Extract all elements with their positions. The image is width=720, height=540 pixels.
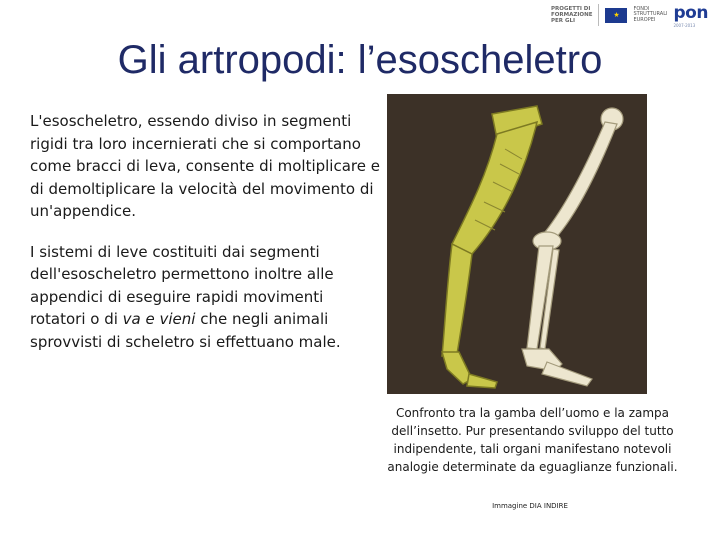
- paragraph-2: I sistemi di leve costituiti dai segmenti dell'esoscheletro permettono inoltre alle appendici di eseguire rapidi movimenti rotatori o di va e vieni che negli animali sprovvisti di scheletro si effettuano male.: [30, 242, 341, 351]
- image-credit: Immagine DIA INDIRE: [492, 502, 568, 510]
- body-text: [30, 110, 380, 371]
- human-leg-bones: [522, 108, 623, 386]
- figure-caption: Confronto tra la gamba dell’uomo e la zampa dell’insetto. Pur presentando sviluppo del tutto indipendente, tali organi manifestano notevoli analogie determinate da eguaglianze funzionali.: [387, 406, 678, 474]
- paragraph-1: L'esoscheletro, essendo diviso in segmenti rigidi tra loro incernierati che si comportano come bracci di leva, consente di moltiplicare e di demoltiplicare la velocità del movimento di un'appendice.: [30, 112, 380, 220]
- logo-divider: [598, 4, 599, 26]
- project-logo-text: PROGETTI DI FORMAZIONE PER GLI: [551, 6, 593, 24]
- header-logos: [545, 0, 720, 30]
- leg-illustration: [387, 94, 647, 394]
- eu-funds-text: FONDI STRUTTURALI EUROPEI: [633, 5, 668, 23]
- slide-title: Gli artropodi: l’esoscheletro: [117, 38, 603, 82]
- pon-logo: pon 2007-2013: [673, 2, 708, 28]
- eu-flag-icon: ★: [605, 8, 627, 23]
- leg-comparison-image: [387, 94, 647, 394]
